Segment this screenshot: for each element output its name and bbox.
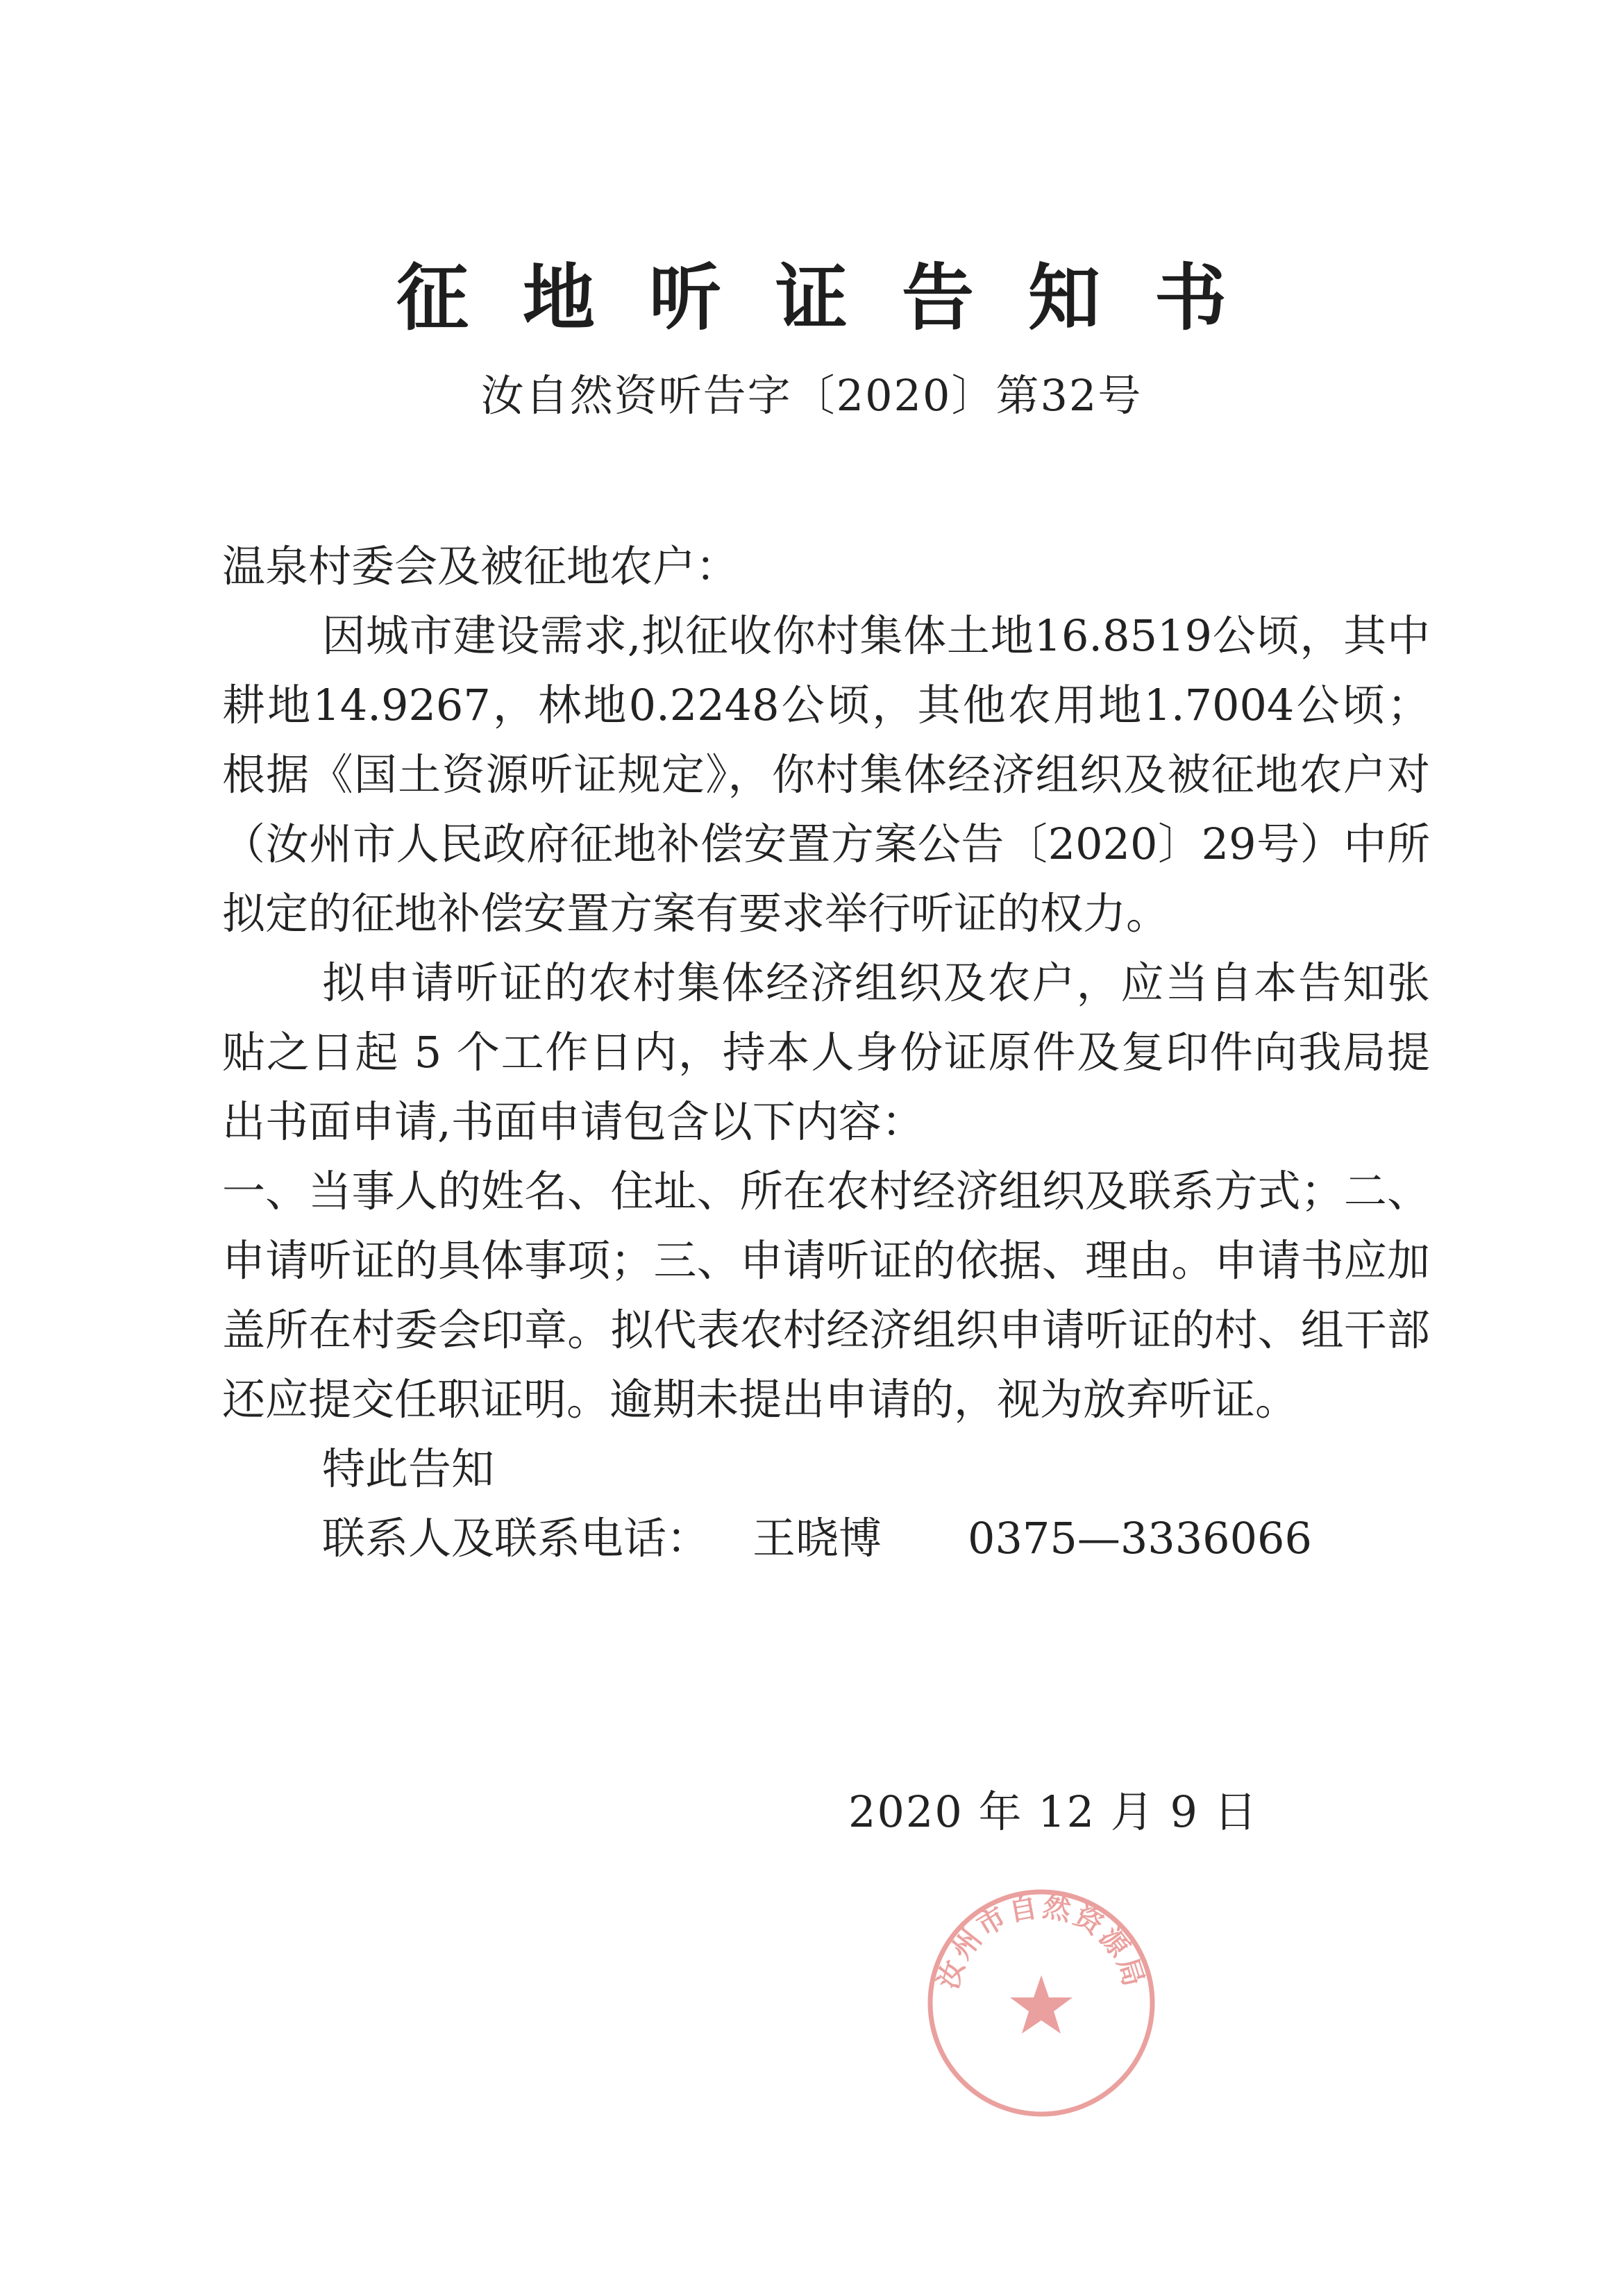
document-body bbox=[222, 532, 1430, 1573]
document-number: 汝自然资听告字〔2020〕第32号 bbox=[480, 370, 1143, 421]
contact-phone: 0375—3336066 bbox=[968, 1513, 1312, 1564]
document-date: 2020 年 12 月 9 日 bbox=[848, 1786, 1259, 1837]
contact-label: 联系人及联系电话： bbox=[322, 1513, 710, 1564]
addressee: 温泉村委会及被征地农户： bbox=[222, 541, 739, 592]
contact-name: 王晓博 bbox=[752, 1513, 882, 1564]
paragraph-2-continuation: 一、当事人的姓名、住址、所在农村经济组织及联系方式；二、申请听证的具体事项；三、申请听证的依据、理由。申请书应加盖所在村委会印章。拟代表农村经济组织申请听证的村、组干部还应提交任职证明。逾期未提出申请的，视为放弃听证。 bbox=[222, 1166, 1430, 1425]
official-seal-icon bbox=[923, 1885, 1159, 2121]
document-title: 征地听证告知书 bbox=[396, 255, 1281, 340]
paragraph-2: 拟申请听证的农村集体经济组织及农户，应当自本告知张贴之日起 5 个工作日内，持本人身份证原件及复印件向我局提出书面申请,书面申请包含以下内容： bbox=[222, 957, 1430, 1147]
seal-text: 汝州市自然资源局 bbox=[931, 1890, 1152, 1993]
closing-line: 特此告知 bbox=[322, 1443, 495, 1494]
contact-line bbox=[222, 1504, 1430, 1573]
paragraph-1: 因城市建设需求,拟征收你村集体土地16.8519公顷，其中耕地14.9267，林地0.2248公顷，其他农用地1.7004公顷；根据《国土资源听证规定》，你村集体经济组织及被征地农户对（汝州市人民政府征地补偿安置方案公告〔2020〕29号）中所拟定的征地补偿安置方案有要求举行听证的权力。 bbox=[222, 610, 1430, 939]
